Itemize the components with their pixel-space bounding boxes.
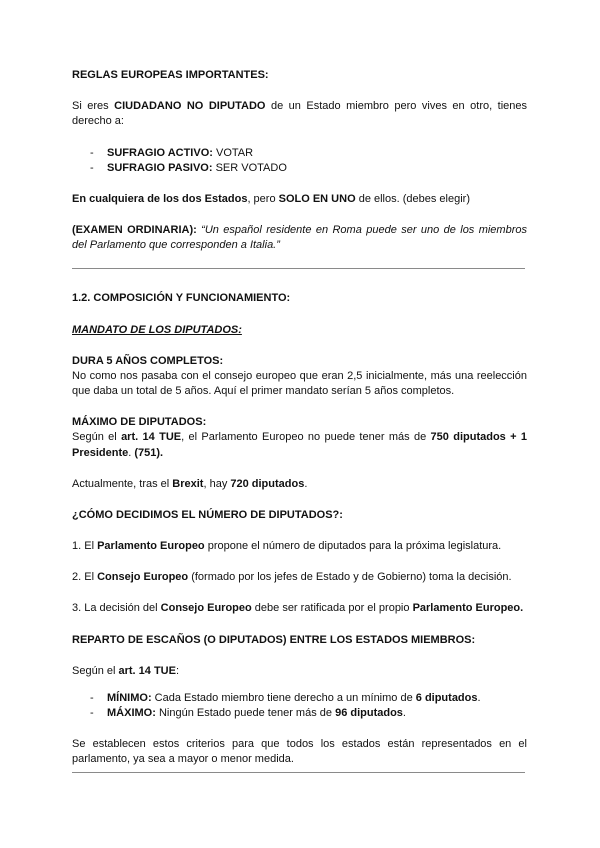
brexit-paragraph <box>72 477 527 492</box>
list-item <box>90 161 527 176</box>
brexit-bold: Brexit <box>172 477 204 490</box>
step-3-bold-end: Parlamento Europeo. <box>412 602 524 615</box>
maximo-article: art. 14 TUE <box>121 431 182 444</box>
maximo-text-b: , el Parlamento Europeo no puede tener más de <box>181 431 431 444</box>
como-title: ¿CÓMO DECIDIMOS EL NÚMERO DE DIPUTADOS?: <box>72 508 343 521</box>
reparto-list <box>72 691 527 721</box>
step-1 <box>72 539 527 554</box>
step-1-num: 1. El <box>72 540 98 553</box>
maximo-list-text: Ningún Estado puede tener más de <box>155 707 336 720</box>
step-3-bold: Consejo Europeo <box>160 602 252 615</box>
dura-text: No como nos pasaba con el consejo europeo que eran 2,5 inicialmente, más una reelección que daba un total de 5 años. Aquí el primer mandato serían 5 años completos. <box>72 369 527 398</box>
maximo-count: 750 diputados + 1 Presidente <box>72 431 528 459</box>
list-item <box>90 706 527 721</box>
list-item <box>90 146 527 161</box>
maximo-text <box>72 430 527 460</box>
maximo-text-c: . <box>128 446 135 459</box>
step-3-num: 3. La decisión del <box>72 602 161 615</box>
minimo-text: Cada Estado miembro tiene derecho a un mínimo de <box>151 691 416 704</box>
minimo-count: 6 diputados <box>415 691 478 704</box>
intro-text-end: de un Estado miembro pero vives en otro, tienes derecho a: <box>72 100 527 128</box>
intro-text: Si eres <box>72 100 115 113</box>
intro-bold: CIUDADANO NO DIPUTADO <box>114 100 266 113</box>
cualquiera-text: , pero <box>247 192 279 205</box>
list-item <box>90 691 527 706</box>
maximo-list-count: 96 diputados <box>335 707 403 720</box>
maximo-list-end: . <box>402 707 406 720</box>
step-2-bold: Consejo Europeo <box>97 571 189 584</box>
step-2-text: (formado por los jefes de Estado y de Gobierno) toma la decisión. <box>188 571 512 584</box>
document-page <box>72 68 527 773</box>
brexit-text-b: , hay <box>203 477 231 490</box>
closing-paragraph: Se establecen estos criterios para que todos los estados están representados en el parlamento, ya sea a mayor o menor medida. <box>72 738 527 766</box>
maximo-total: (751). <box>134 446 164 459</box>
step-2-num: 2. El <box>72 571 98 584</box>
maximo-text-a: Según el <box>72 431 122 444</box>
segun-article: art. 14 TUE <box>118 664 176 677</box>
reparto-title: REPARTO DE ESCAÑOS (O DIPUTADOS) ENTRE LOS ESTADOS MIEMBROS: <box>72 633 476 646</box>
maximo-title: MÁXIMO DE DIPUTADOS: <box>72 416 207 429</box>
maximo-label: MÁXIMO: <box>107 707 156 720</box>
section-title: 1.2. COMPOSICIÓN Y FUNCIONAMIENTO: <box>72 292 291 305</box>
brexit-text-c: . <box>304 477 308 490</box>
step-1-text: propone el número de diputados para la próxima legislatura. <box>204 540 502 553</box>
cualquiera-end: de ellos. (debes elegir) <box>355 192 470 205</box>
minimo-label: MÍNIMO: <box>107 691 152 704</box>
cualquiera-paragraph <box>72 192 527 207</box>
exam-quote: “Un español residente en Roma puede ser uno de los miembros del Parlamento que corresponden a Italia.” <box>72 224 527 252</box>
brexit-count: 720 diputados <box>230 477 305 490</box>
reglas-title: REGLAS EUROPEAS IMPORTANTES: <box>72 69 269 81</box>
cualquiera-bold: En cualquiera de los dos Estados <box>72 192 248 205</box>
list-item-text: SER VOTADO <box>212 161 287 174</box>
step-2 <box>72 570 527 585</box>
exam-label: (EXAMEN ORDINARIA): <box>72 224 197 237</box>
minimo-end: . <box>477 691 481 704</box>
solo-uno-bold: SOLO EN UNO <box>278 192 356 205</box>
list-item-text: VOTAR <box>212 146 254 159</box>
reglas-intro <box>72 99 527 129</box>
segun-paragraph <box>72 664 527 679</box>
segun-colon: : <box>175 664 180 677</box>
list-item-label: SUFRAGIO PASIVO: <box>107 161 213 174</box>
list-item-label: SUFRAGIO ACTIVO: <box>107 146 213 159</box>
sufragio-list <box>72 146 527 176</box>
step-1-bold: Parlamento Europeo <box>97 540 205 553</box>
exam-paragraph <box>72 223 527 253</box>
segun-text: Según el <box>72 664 119 677</box>
dura-title: DURA 5 AÑOS COMPLETOS: <box>72 354 224 367</box>
brexit-text-a: Actualmente, tras el <box>72 477 173 490</box>
divider-bottom <box>72 772 525 773</box>
mandato-title: MANDATO DE LOS DIPUTADOS: <box>72 323 242 336</box>
step-3 <box>72 601 527 616</box>
step-3-text: debe ser ratificada por el propio <box>251 602 413 615</box>
